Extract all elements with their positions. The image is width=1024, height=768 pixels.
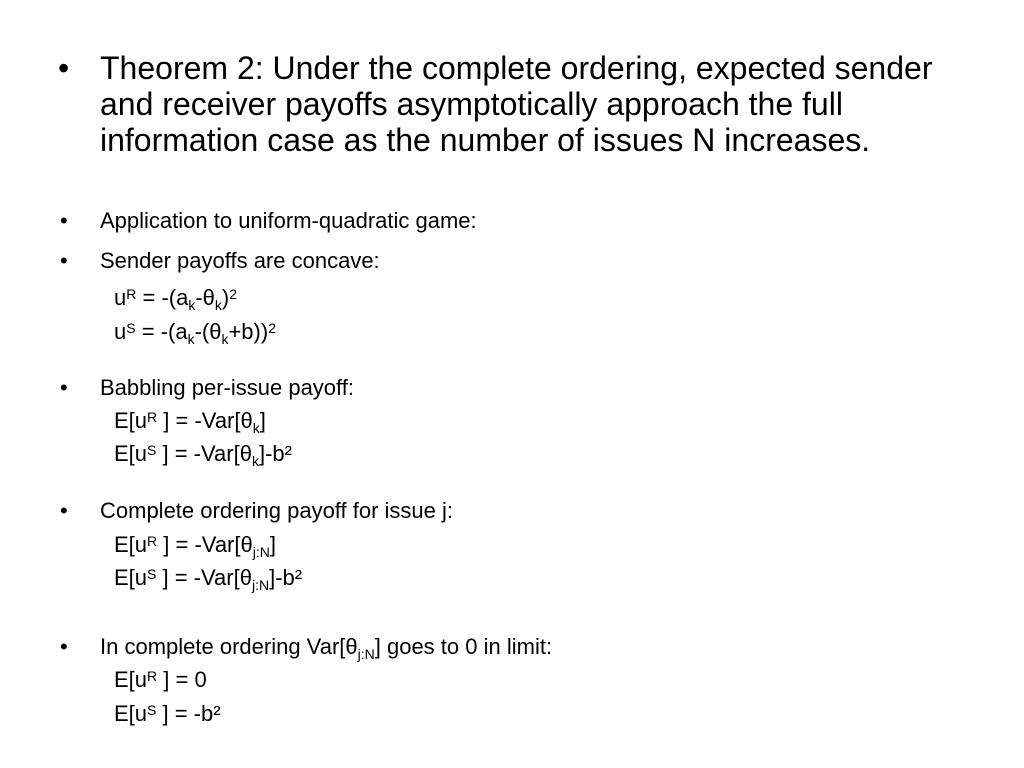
babbling-text: Babbling per-issue payoff: xyxy=(100,375,354,400)
eq-receiver-utility: $u^R = -(a_k-\theta_k)^2$ xyxy=(114,285,238,313)
bullet-sender-concave: • xyxy=(60,248,68,273)
application-text: Application to uniform-quadratic game: xyxy=(100,208,477,233)
bullet-limit: • xyxy=(60,634,68,659)
eq-ordering-sender: $E[u^S$ ] = $-Var[\theta_{j:N}]-b^2$ xyxy=(114,565,303,593)
sender-concave-text: Sender payoffs are concave: xyxy=(100,248,380,273)
bullet-application: • xyxy=(60,208,68,233)
eq-limit-sender: $E[u^S$ ] = -b² xyxy=(114,701,221,726)
limit-text: In complete ordering $Var[\theta_{j:N}]$ goes to 0 in limit: xyxy=(100,634,553,662)
eq-babbling-sender: $E[u^S$ ] = $-Var[\theta_k]-b^2$ xyxy=(114,441,292,469)
bullet-babbling: • xyxy=(60,375,68,400)
bullet-complete-ordering: • xyxy=(60,498,68,523)
eq-sender-utility: $u^S = -(a_k-(\theta_k+b))^2$ xyxy=(114,319,276,347)
complete-ordering-text: Complete ordering payoff for issue j: xyxy=(100,498,453,523)
theorem-text: Theorem 2: Under the complete ordering, expected sender and receiver payoffs asymptotically approach the full information case as the number of issues N increases. xyxy=(100,50,933,158)
eq-ordering-receiver: $E[u^R$ ] = $-Var[\theta_{j:N}]$ xyxy=(114,532,276,560)
bullet-theorem: • xyxy=(58,50,70,86)
eq-limit-receiver: $E[u^R$ ] = 0 xyxy=(114,667,207,692)
eq-babbling-receiver: $E[u^R$ ] = $-Var[\theta_k]$ xyxy=(114,408,266,436)
